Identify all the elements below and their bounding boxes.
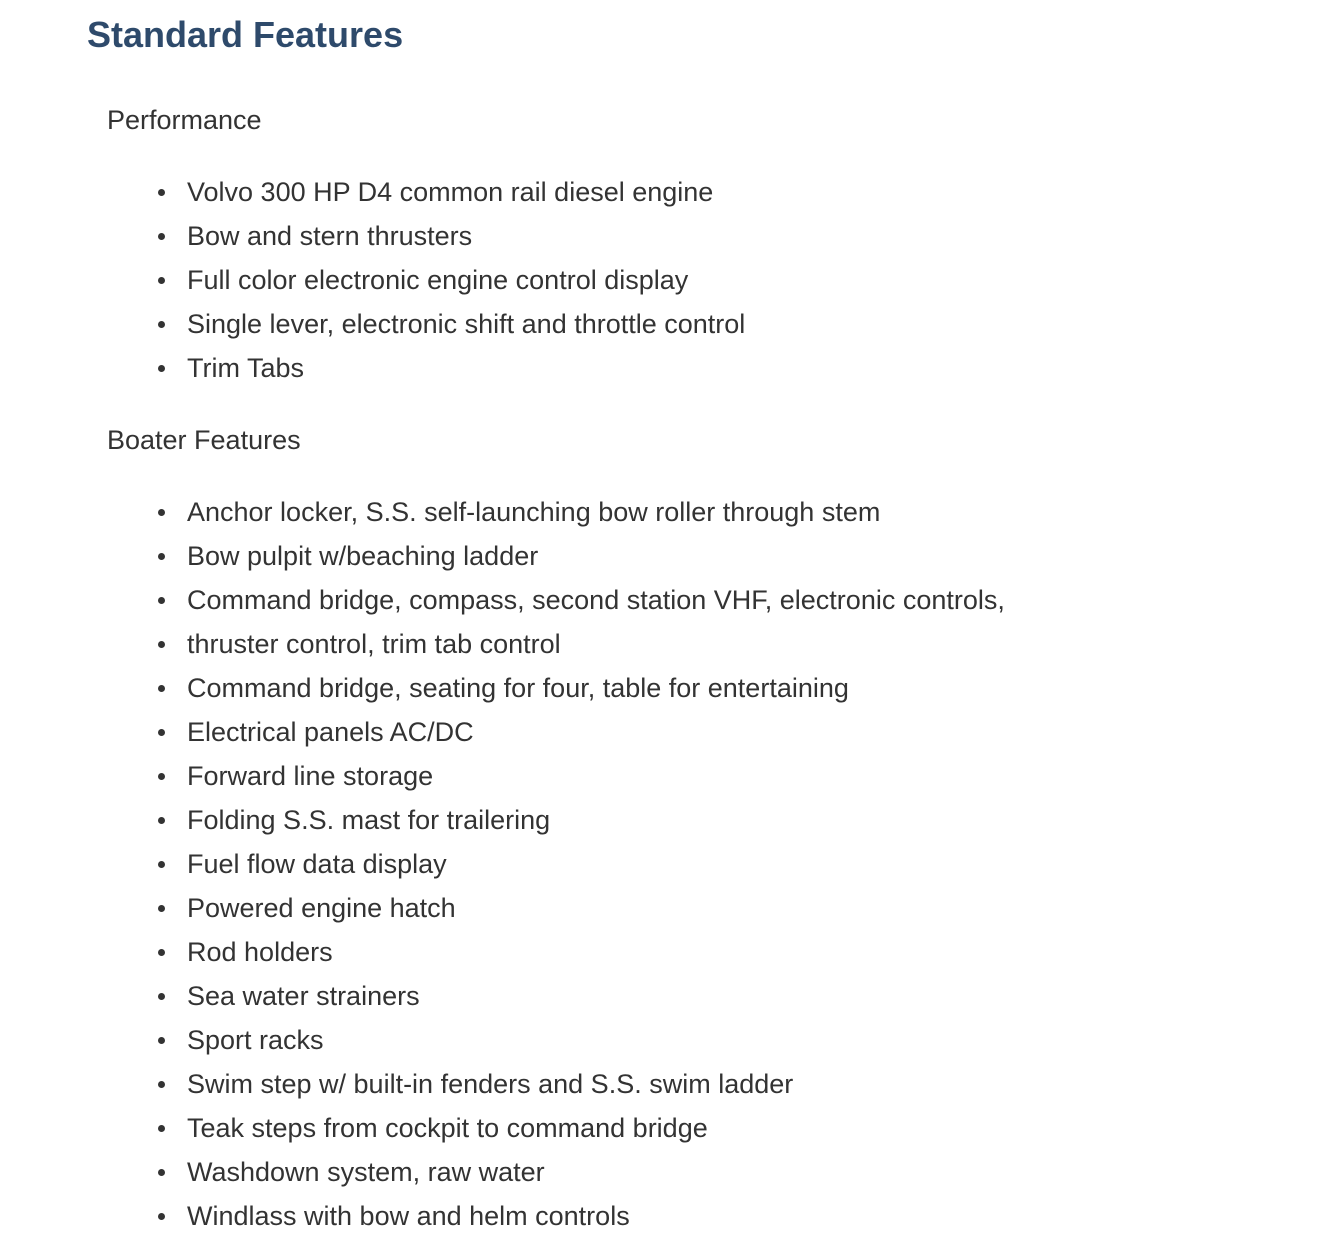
list-item: Bow and stern thrusters [187, 214, 745, 258]
list-item: Rod holders [187, 930, 1005, 974]
list-item: Electrical panels AC/DC [187, 710, 1005, 754]
list-item: Sport racks [187, 1018, 1005, 1062]
list-item: Fuel flow data display [187, 842, 1005, 886]
list-item: Command bridge, seating for four, table for entertaining [187, 666, 1005, 710]
list-item: Swim step w/ built-in fenders and S.S. swim ladder [187, 1062, 1005, 1106]
list-item: Forward line storage [187, 754, 1005, 798]
list-item: Powered engine hatch [187, 886, 1005, 930]
list-item: Command bridge, compass, second station VHF, electronic controls, [187, 578, 1005, 622]
list-item: Sea water strainers [187, 974, 1005, 1018]
list-item: Bow pulpit w/beaching ladder [187, 534, 1005, 578]
list-item: thruster control, trim tab control [187, 622, 1005, 666]
section-heading-performance: Performance [107, 105, 262, 135]
section-heading-boater-features: Boater Features [107, 425, 301, 455]
list-item: Single lever, electronic shift and throttle control [187, 302, 745, 346]
list-item: Washdown system, raw water [187, 1150, 1005, 1194]
list-item: Windlass with bow and helm controls [187, 1194, 1005, 1238]
feature-list-boater-features [187, 490, 1005, 1238]
list-item: Teak steps from cockpit to command bridge [187, 1106, 1005, 1150]
list-item: Trim Tabs [187, 346, 745, 390]
list-item: Full color electronic engine control display [187, 258, 745, 302]
list-item: Volvo 300 HP D4 common rail diesel engine [187, 170, 745, 214]
list-item: Anchor locker, S.S. self-launching bow roller through stem [187, 490, 1005, 534]
feature-list-performance [187, 170, 745, 390]
list-item: Folding S.S. mast for trailering [187, 798, 1005, 842]
page-title: Standard Features [87, 14, 404, 55]
